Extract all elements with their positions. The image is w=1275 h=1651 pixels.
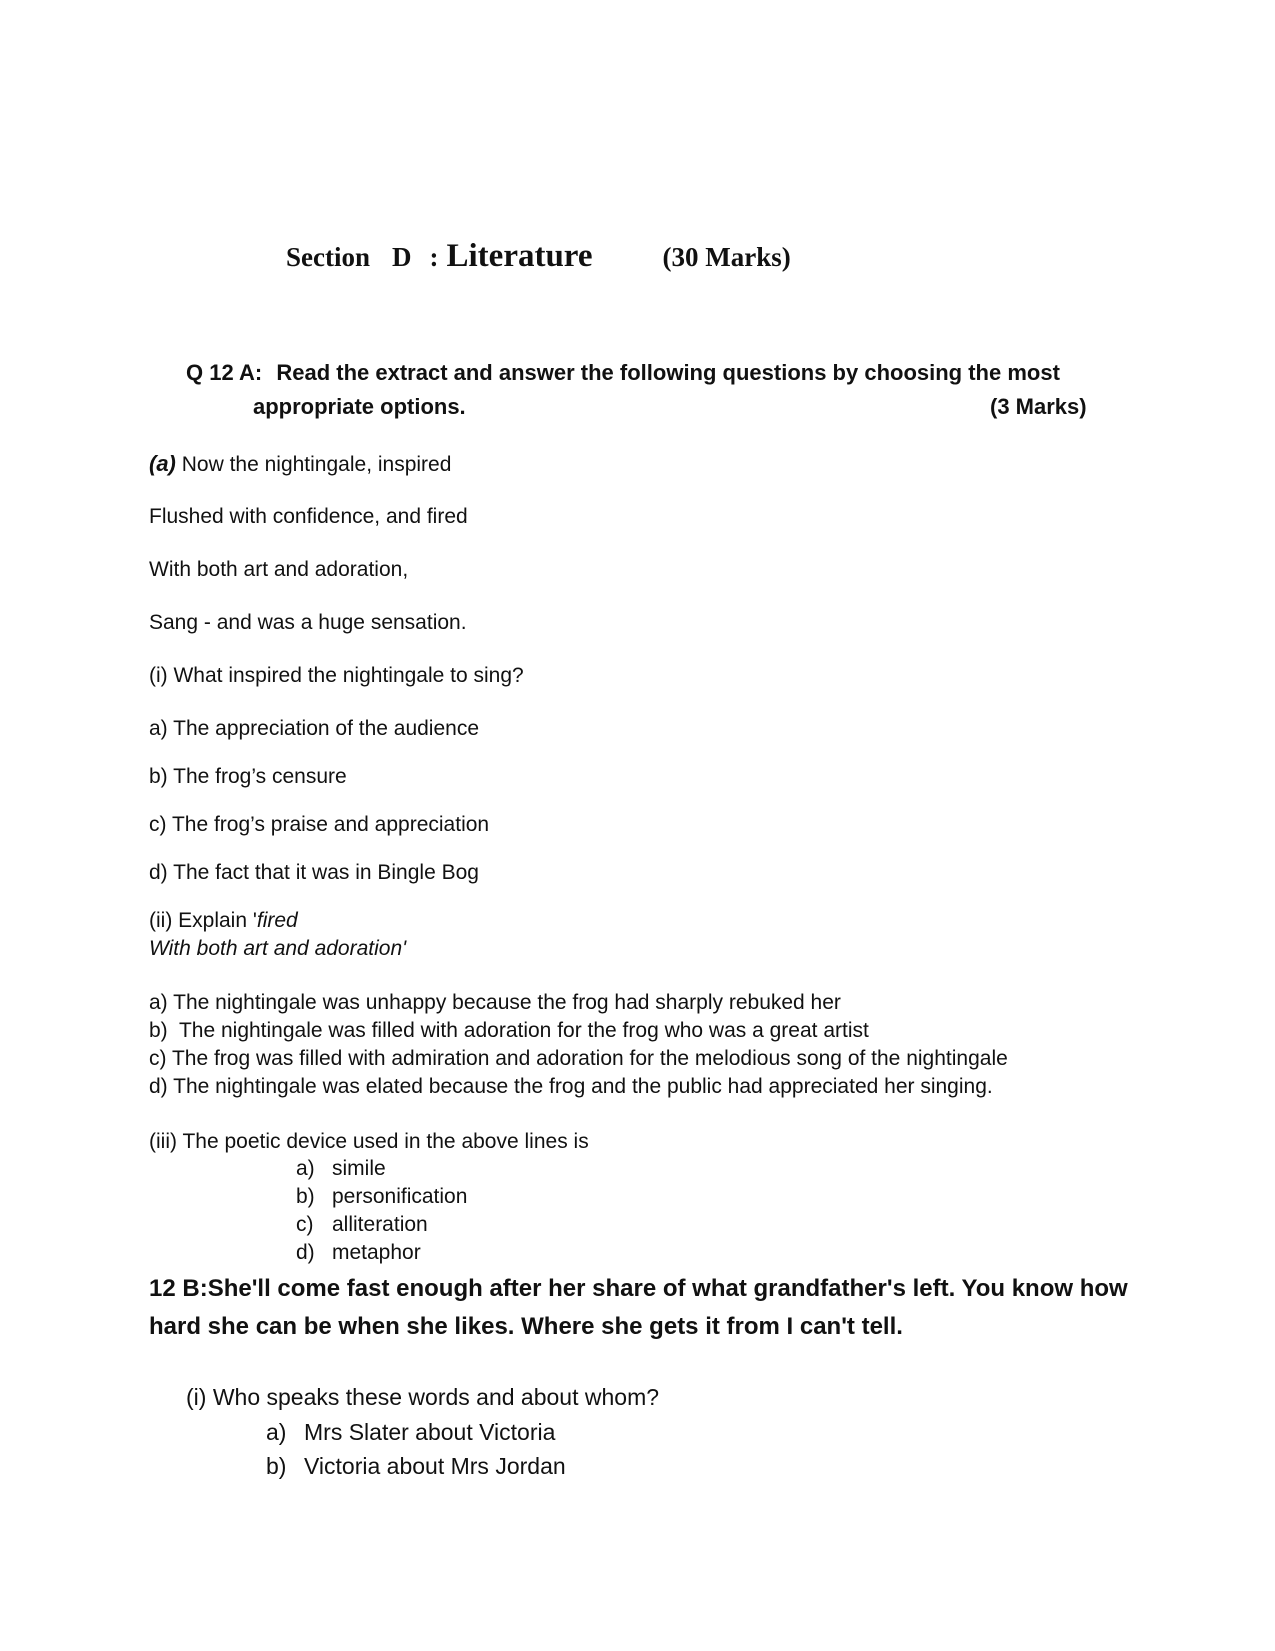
q2-question-line1 [149, 907, 298, 935]
extract-line-2: Flushed with confidence, and fired [149, 505, 468, 528]
q2-question-line2 [149, 935, 406, 963]
extract-line-1 [149, 450, 451, 479]
q1-option-d: d) The fact that it was in Bingle Bog [149, 861, 479, 884]
q3-option-b-text: personification [332, 1185, 468, 1208]
q3-option-c-text: alliteration [332, 1213, 428, 1236]
q2-question-italic2: With both art and adoration' [149, 937, 407, 960]
q12b-line-2: hard she can be when she likes. Where she gets it from I can't tell. [149, 1313, 903, 1340]
extract-marker: (a) [149, 451, 176, 476]
q2-option-a: a) The nightingale was unhappy because the frog had sharply rebuked her [149, 991, 841, 1014]
q12a-line1 [186, 356, 1060, 390]
q12b-i-option-b [266, 1449, 566, 1483]
section-colon: : [429, 242, 439, 272]
q12a-label: Q 12 A: [186, 360, 263, 385]
q12a-marks: (3 Marks) [990, 394, 1087, 419]
q3-option-c [296, 1211, 428, 1239]
q3-option-a [296, 1155, 386, 1183]
q3-question: (iii) The poetic device used in the above lines is [149, 1130, 589, 1153]
q1-option-c: c) The frog’s praise and appreciation [149, 813, 490, 836]
q3-option-d-marker: d) [296, 1241, 315, 1264]
q2-option-c: c) The frog was filled with admiration and adoration for the melodious song of the nightingale [149, 1047, 1008, 1070]
q12b-line-1: 12 B:She'll come fast enough after her share of what grandfather's left. You know how [149, 1275, 1128, 1302]
section-header [286, 238, 791, 282]
q12b-i-option-b-marker: b) [266, 1453, 287, 1479]
q1-option-b: b) The frog’s censure [149, 765, 347, 788]
q12b-i-question: (i) Who speaks these words and about whom? [186, 1384, 660, 1410]
extract-line-4: Sang - and was a huge sensation. [149, 611, 467, 634]
section-marks: (30 Marks) [662, 242, 791, 272]
section-title: Literature [446, 238, 593, 274]
extract-line-3: With both art and adoration, [149, 558, 409, 581]
q2-option-d: d) The nightingale was elated because the frog and the public had appreciated her singing. [149, 1075, 993, 1098]
q2-question-italic1: fired [256, 909, 298, 932]
q12a-instruction-1: Read the extract and answer the following questions by choosing the most [276, 360, 1060, 385]
q3-option-d [296, 1239, 421, 1267]
q3-option-c-marker: c) [296, 1213, 314, 1236]
q3-option-d-text: metaphor [332, 1241, 421, 1264]
q1-option-a: a) The appreciation of the audience [149, 717, 480, 740]
q3-option-a-marker: a) [296, 1157, 315, 1180]
q3-option-b-marker: b) [296, 1185, 315, 1208]
q3-option-b [296, 1183, 467, 1211]
section-letter: D [392, 242, 412, 272]
q1-question: (i) What inspired the nightingale to sing? [149, 664, 524, 687]
q12b-i-option-b-text: Victoria about Mrs Jordan [304, 1453, 566, 1479]
q3-option-a-text: simile [332, 1157, 386, 1180]
extract-line-1-text: Now the nightingale, inspired [181, 453, 452, 476]
q2-question-prefix: (ii) Explain ' [149, 909, 257, 932]
section-word: Section [286, 242, 370, 272]
q12a-instruction-2: appropriate options. [253, 394, 466, 419]
q12b-i-option-a [266, 1415, 555, 1449]
q2-option-b: b) The nightingale was filled with adoration for the frog who was a great artist [149, 1019, 869, 1042]
q12b-i-option-a-text: Mrs Slater about Victoria [304, 1419, 556, 1445]
q12b-i-option-a-marker: a) [266, 1419, 287, 1445]
